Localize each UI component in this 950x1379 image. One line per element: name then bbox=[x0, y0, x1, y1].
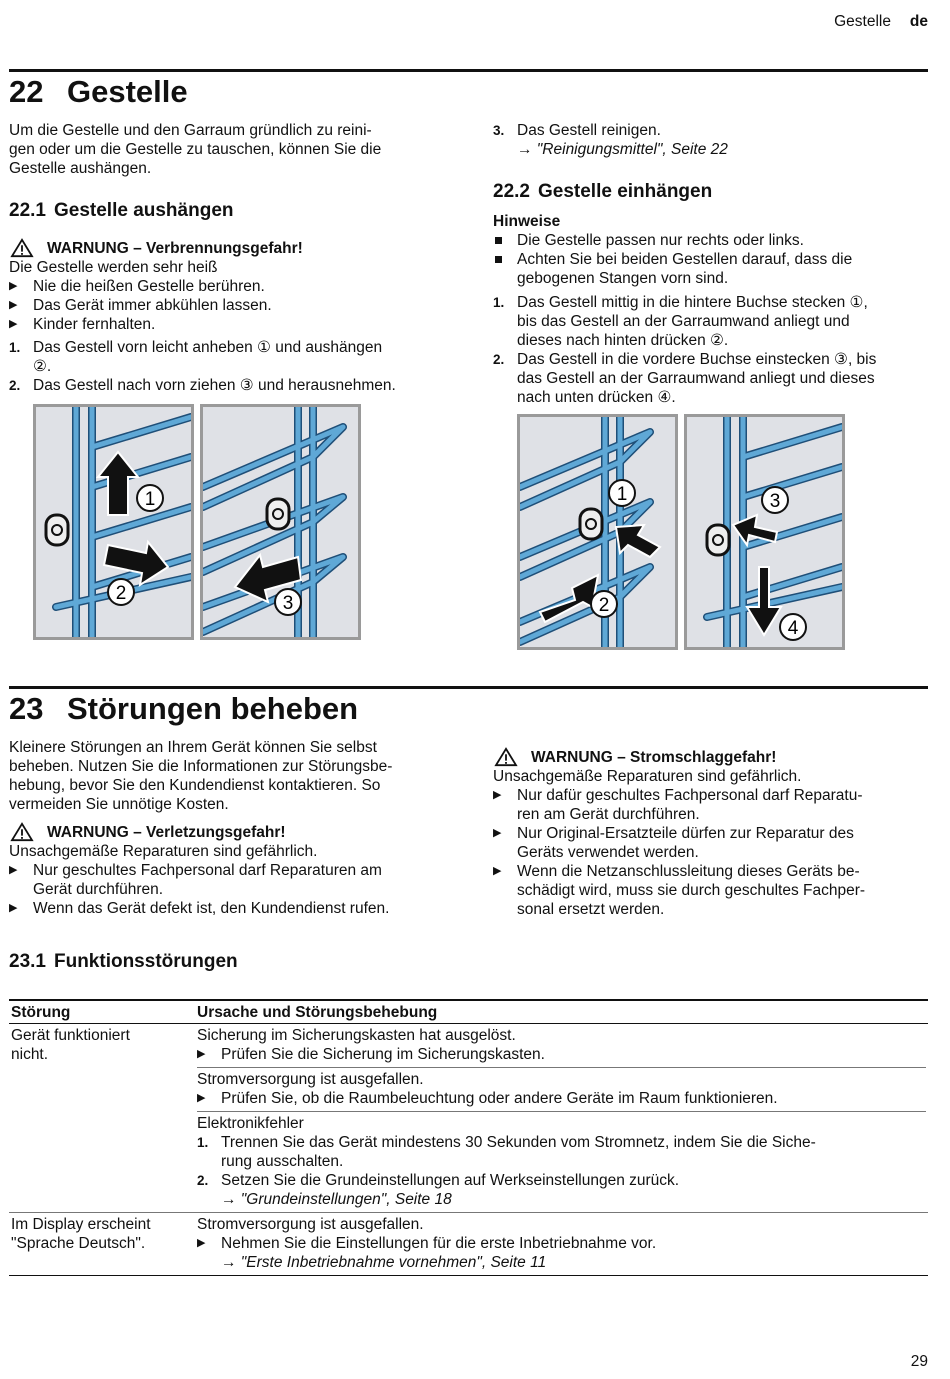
step-item bbox=[197, 1133, 926, 1171]
step-item bbox=[197, 1171, 926, 1209]
step-text: Das Gestell vorn leicht anheben ① und aushängen bbox=[33, 339, 383, 356]
list-item-text: Die Gestelle passen nur rechts oder links. bbox=[517, 232, 804, 249]
bullet-triangle-icon: ▶ bbox=[493, 827, 502, 839]
column-header-fault: Störung bbox=[9, 1000, 195, 1024]
bullet-triangle-icon: ▶ bbox=[197, 1092, 206, 1104]
step-3-block bbox=[493, 121, 933, 159]
rack-removal-figure-lift bbox=[33, 404, 194, 640]
text-line: Gestelle aushängen. bbox=[9, 160, 152, 177]
text-line: gen oder um die Gestelle zu tauschen, können Sie die bbox=[9, 141, 382, 158]
step-text: Setzen Sie die Grundeinstellungen auf Werkseinstellungen zurück. bbox=[221, 1172, 680, 1189]
bullet-triangle-icon: ▶ bbox=[493, 789, 502, 801]
list-item-text: Gerät durchführen. bbox=[33, 881, 164, 898]
bullet-triangle-icon: ▶ bbox=[197, 1048, 206, 1060]
step-text: Das Gestell mittig in die hintere Buchse stecken ①, bbox=[517, 294, 868, 311]
action-text: Nehmen Sie die Einstellungen für die erste Inbetriebnahme vor. bbox=[221, 1235, 657, 1252]
electric-warning-block bbox=[493, 747, 933, 919]
action-text: Prüfen Sie die Sicherung im Sicherungskasten. bbox=[221, 1046, 545, 1063]
list-item bbox=[493, 231, 933, 250]
rack-bushing bbox=[707, 525, 729, 555]
list-item bbox=[9, 315, 469, 334]
list-item-text: Das Gerät immer abkühlen lassen. bbox=[33, 297, 272, 314]
step-text: Das Gestell reinigen. bbox=[517, 122, 661, 139]
fault-text: nicht. bbox=[11, 1046, 49, 1063]
list-item bbox=[493, 250, 933, 288]
subsection-23-1-heading bbox=[9, 950, 238, 974]
cause-cell bbox=[195, 1213, 928, 1276]
subsection-number: 23.1 bbox=[9, 951, 46, 972]
subsection-22-2-heading bbox=[493, 180, 712, 204]
cause-block bbox=[197, 1068, 926, 1112]
fault-text: Gerät funktioniert bbox=[11, 1027, 130, 1044]
fault-text: Im Display erscheint bbox=[11, 1216, 151, 1233]
running-header-section: Gestelle bbox=[834, 13, 891, 30]
callout-label: 3 bbox=[282, 593, 294, 614]
list-item-text: Wenn die Netzanschlussleitung dieses Geräts be- bbox=[517, 863, 860, 880]
warning-title: WARNUNG – Verletzungsgefahr! bbox=[47, 823, 286, 841]
step-text: ②. bbox=[33, 358, 52, 375]
callout-label: 2 bbox=[598, 595, 610, 616]
list-item-text: Nur dafür geschultes Fachpersonal darf Reparatu- bbox=[517, 787, 863, 804]
step-number: 3. bbox=[493, 123, 505, 138]
section-number: 23 bbox=[9, 691, 44, 726]
table-row bbox=[9, 1024, 928, 1213]
subsection-title: Gestelle einhängen bbox=[537, 181, 713, 202]
list-item-text: Nur geschultes Fachpersonal darf Reparaturen am bbox=[33, 862, 382, 879]
list-item-text: Geräts verwendet werden. bbox=[517, 844, 699, 861]
rack-bushing bbox=[46, 515, 68, 545]
text-line: vermeiden Sie unnötige Kosten. bbox=[9, 796, 229, 813]
list-item-text: Nie die heißen Gestelle berühren. bbox=[33, 278, 265, 295]
text-line: hebung, bevor Sie den Kundendienst kontaktieren. So bbox=[9, 777, 381, 794]
step-text: nach unten drücken ④. bbox=[517, 389, 676, 406]
warning-text: Die Gestelle werden sehr heiß bbox=[9, 259, 218, 276]
table-header-row bbox=[9, 1000, 928, 1024]
callout-label: 2 bbox=[115, 583, 127, 604]
warning-title: WARNUNG – Stromschlaggefahr! bbox=[531, 748, 777, 766]
bullet-triangle-icon: ▶ bbox=[493, 865, 502, 877]
running-header-language: de bbox=[909, 13, 928, 30]
step-item bbox=[493, 350, 933, 407]
list-item-text: Kinder fernhalten. bbox=[33, 316, 156, 333]
step-item bbox=[493, 293, 933, 350]
bullet-triangle-icon: ▶ bbox=[9, 864, 18, 876]
section-23-heading bbox=[9, 691, 358, 727]
notes-block bbox=[493, 212, 933, 407]
list-item bbox=[9, 277, 469, 296]
callout-label: 1 bbox=[144, 489, 156, 510]
cause-cell bbox=[195, 1024, 928, 1213]
table-row bbox=[9, 1213, 928, 1276]
action-item bbox=[197, 1045, 926, 1064]
list-item bbox=[493, 824, 933, 862]
callout-label: 3 bbox=[769, 491, 781, 512]
section-title: Gestelle bbox=[67, 74, 188, 109]
step-number: 2. bbox=[9, 378, 21, 393]
rack-removal-figure-pull bbox=[200, 404, 361, 640]
page-number: 29 bbox=[910, 1353, 928, 1370]
step-text: das Gestell an der Garraumwand anliegt und dieses bbox=[517, 370, 875, 387]
bullet-triangle-icon: ▶ bbox=[9, 280, 18, 292]
step-text: rung ausschalten. bbox=[221, 1153, 344, 1170]
cause-text: Elektronikfehler bbox=[197, 1115, 304, 1132]
cause-text: Sicherung im Sicherungskasten hat ausgelöst. bbox=[197, 1027, 516, 1044]
cross-reference-link[interactable]: → "Reinigungsmittel", Seite 22 bbox=[517, 141, 728, 158]
list-item-text: Achten Sie bei beiden Gestellen darauf, dass die bbox=[517, 251, 853, 268]
section-rule bbox=[9, 686, 928, 689]
list-item bbox=[493, 786, 933, 824]
callout-label: 4 bbox=[787, 618, 799, 639]
rack-illustration bbox=[520, 417, 675, 647]
list-item-text: gebogenen Stangen vorn sind. bbox=[517, 270, 729, 287]
rack-install-figure-rear bbox=[517, 414, 678, 650]
subsection-title: Gestelle aushängen bbox=[53, 200, 234, 221]
section-22-heading bbox=[9, 74, 188, 110]
action-item bbox=[197, 1234, 926, 1272]
warning-triangle-icon bbox=[493, 747, 519, 767]
step-text: dieses nach hinten drücken ②. bbox=[517, 332, 729, 349]
warning-heading bbox=[9, 238, 469, 258]
section-23-intro bbox=[9, 738, 459, 814]
fault-table bbox=[9, 999, 928, 1276]
bullet-square-icon bbox=[493, 250, 517, 288]
cross-reference-link[interactable]: → "Erste Inbetriebnahme vornehmen", Seite 11 bbox=[221, 1254, 547, 1271]
text-line: Kleinere Störungen an Ihrem Gerät können Sie selbst bbox=[9, 739, 377, 756]
subsection-title: Funktionsstörungen bbox=[53, 951, 238, 972]
subsection-22-1-heading bbox=[9, 199, 234, 223]
bullet-triangle-icon: ▶ bbox=[9, 318, 18, 330]
step-number: 2. bbox=[197, 1173, 209, 1188]
rack-illustration bbox=[203, 407, 358, 637]
cause-block bbox=[197, 1112, 926, 1212]
bullet-triangle-icon: ▶ bbox=[9, 299, 18, 311]
list-item bbox=[9, 899, 469, 918]
step-number: 2. bbox=[493, 352, 505, 367]
list-item-text: Nur Original-Ersatzteile dürfen zur Reparatur des bbox=[517, 825, 854, 842]
cause-block bbox=[197, 1024, 926, 1068]
list-item-text: ren am Gerät durchführen. bbox=[517, 806, 700, 823]
fault-text: "Sprache Deutsch". bbox=[11, 1235, 146, 1252]
step-item bbox=[9, 338, 469, 376]
list-item bbox=[9, 861, 469, 899]
warning-title: WARNUNG – Verbrennungsgefahr! bbox=[47, 239, 303, 257]
subsection-number: 22.2 bbox=[493, 181, 530, 202]
step-text: Das Gestell nach vorn ziehen ③ und herausnehmen. bbox=[33, 377, 396, 394]
bullet-triangle-icon: ▶ bbox=[9, 902, 18, 914]
warning-heading bbox=[9, 822, 469, 842]
bullet-triangle-icon: ▶ bbox=[197, 1237, 206, 1249]
section-22-intro bbox=[9, 121, 459, 178]
step-text: Trennen Sie das Gerät mindestens 30 Sekunden vom Stromnetz, indem Sie die Siche- bbox=[221, 1134, 816, 1151]
cause-text: Stromversorgung ist ausgefallen. bbox=[197, 1216, 424, 1233]
list-item bbox=[9, 296, 469, 315]
warning-heading bbox=[493, 747, 933, 767]
warning-text: Unsachgemäße Reparaturen sind gefährlich. bbox=[9, 843, 318, 860]
section-number: 22 bbox=[9, 74, 44, 109]
rack-illustration bbox=[687, 417, 842, 647]
step-number: 1. bbox=[197, 1135, 209, 1150]
subsection-number: 22.1 bbox=[9, 200, 46, 221]
action-text: Prüfen Sie, ob die Raumbeleuchtung oder andere Geräte im Raum funktionieren. bbox=[221, 1090, 778, 1107]
section-rule bbox=[9, 69, 928, 72]
fault-cell bbox=[9, 1213, 195, 1276]
step-number: 1. bbox=[9, 340, 21, 355]
injury-warning-block bbox=[9, 822, 469, 918]
callout-label: 1 bbox=[616, 484, 628, 505]
column-header-cause: Ursache und Störungsbehebung bbox=[195, 1000, 928, 1024]
section-title: Störungen beheben bbox=[67, 691, 359, 726]
step-text: bis das Gestell an der Garraumwand anliegt und bbox=[517, 313, 850, 330]
list-item-text: schädigt wird, muss sie durch geschultes Fachper- bbox=[517, 882, 866, 899]
action-item bbox=[197, 1089, 926, 1108]
text-line: Um die Gestelle und den Garraum gründlich zu reini- bbox=[9, 122, 372, 139]
step-item bbox=[9, 376, 469, 395]
cause-text: Stromversorgung ist ausgefallen. bbox=[197, 1071, 424, 1088]
rack-illustration bbox=[36, 407, 191, 637]
step-number: 1. bbox=[493, 295, 505, 310]
fault-cell bbox=[9, 1024, 195, 1213]
list-item-text: sonal ersetzt werden. bbox=[517, 901, 665, 918]
notes-label: Hinweise bbox=[493, 213, 561, 230]
warning-triangle-icon bbox=[9, 238, 35, 258]
burn-warning-block bbox=[9, 238, 469, 395]
rack-install-figure-front bbox=[684, 414, 845, 650]
step-text: Das Gestell in die vordere Buchse einstecken ③, bis bbox=[517, 351, 877, 368]
cross-reference-link[interactable]: → "Grundeinstellungen", Seite 18 bbox=[221, 1191, 452, 1208]
step-item bbox=[493, 121, 933, 159]
warning-triangle-icon bbox=[9, 822, 35, 842]
rack-bushing bbox=[580, 509, 602, 539]
list-item-text: Wenn das Gerät defekt ist, den Kundendienst rufen. bbox=[33, 900, 390, 917]
rack-bushing bbox=[267, 499, 289, 529]
list-item bbox=[493, 862, 933, 919]
bullet-square-icon bbox=[493, 231, 517, 250]
text-line: beheben. Nutzen Sie die Informationen zur Störungsbe- bbox=[9, 758, 393, 775]
warning-text: Unsachgemäße Reparaturen sind gefährlich. bbox=[493, 768, 802, 785]
